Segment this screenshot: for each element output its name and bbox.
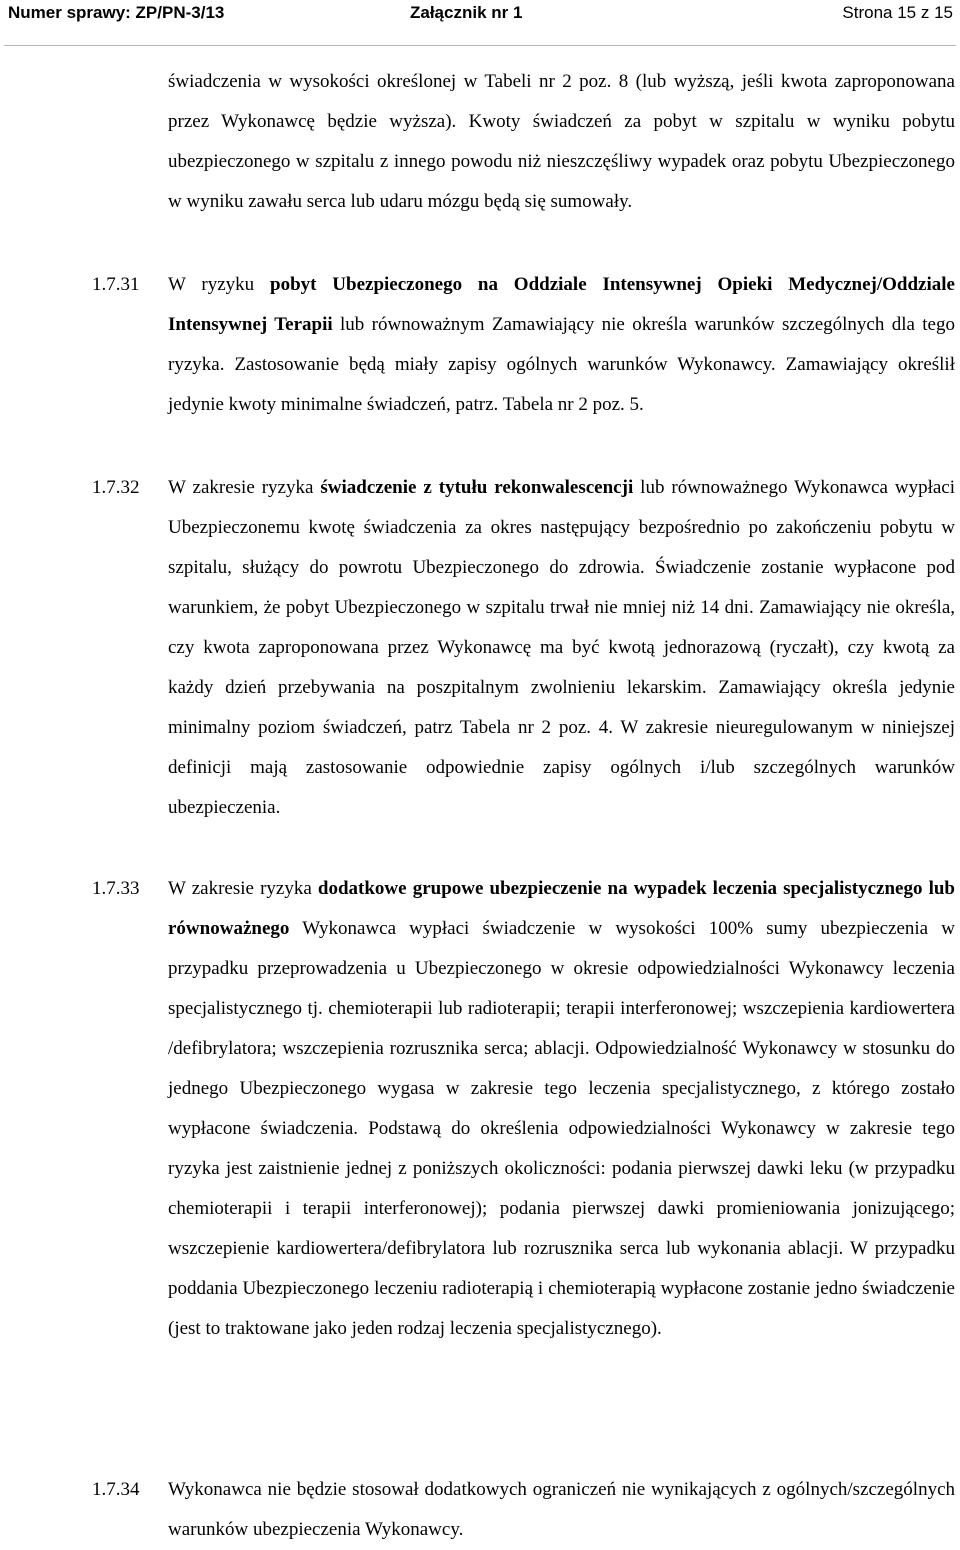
section-text: W ryzyku xyxy=(168,274,270,295)
attachment-label: Załącznik nr 1 xyxy=(410,3,523,22)
section-term: pobyt Ubezpieczonego na Oddziale Intensywnej Opieki Medycznej/Oddziale Intensywnej Terapii xyxy=(168,274,955,335)
section-number: 1.7.34 xyxy=(92,1479,140,1500)
case-number: Numer sprawy: ZP/PN-3/13 xyxy=(8,3,225,22)
section-text: Wykonawca wypłaci świadczenie w wysokości 100% sumy ubezpieczenia w przypadku przeprowadzenia u Ubezpieczonego w okresie odpowiedzialności Wykonawcy leczenia specjalistycznego tj. chemioterapii lub radioterapii; terapii interferonowej; wszczepienia kardiowertera /defibrylatora; wszczepienia rozrusznika serca; ablacji. Odpowiedzialność Wykonawcy w stosunku do jednego Ubezpieczonego wygasa w zakresie tego leczenia specjalistycznego, z którego zostało wypłacone świadczenia. Podstawą do określenia odpowiedzialności Wykonawcy w zakresie tego ryzyka jest zaistnienie jednej z poniższych okoliczności: podania pierwszej dawki leku (w przypadku chemioterapii i terapii interferonowej); podania pierwszej dawki promieniowania jonizującego; wszczepienie kardiowertera/defibrylatora lub rozrusznika serca lub wykonania ablacji. W przypadku poddania Ubezpieczonego leczeniu radioterapią i chemioterapią wypłacone zostanie jedno świadczenie (jest to traktowane jako jeden rodzaj leczenia specjalistycznego). xyxy=(168,918,955,1339)
section-text: W zakresie ryzyka xyxy=(168,878,318,899)
section-number: 1.7.31 xyxy=(92,274,140,295)
section-term: świadczenie z tytułu rekonwalescencji xyxy=(320,477,634,498)
section-paragraph xyxy=(168,265,955,425)
page-number: Strona 15 z 15 xyxy=(842,3,953,22)
section-paragraph xyxy=(168,869,955,1349)
section-text: lub równoważnego Wykonawca wypłaci Ubezpieczonemu kwotę świadczenia za okres następujący bezpośrednio po zakończeniu pobytu w szpitalu, służący do powrotu Ubezpieczonego do zdrowia. Świadczenie zostanie wypłacone pod warunkiem, że pobyt Ubezpieczonego w szpitalu trwał nie mniej niż 14 dni. Zamawiający nie określa, czy kwota zaproponowana przez Wykonawcę ma być kwotą jednorazową (ryczałt), czy kwotą za każdy dzień przebywania na poszpitalnym zwolnieniu lekarskim. Zamawiający określa jedynie minimalny poziom świadczeń, patrz Tabela nr 2 poz. 4. W zakresie nieuregulowanym w niniejszej definicji mają zastosowanie odpowiednie zapisy ogólnych i/lub szczególnych warunków ubezpieczenia. xyxy=(168,477,956,818)
header-divider xyxy=(4,45,956,46)
page-header xyxy=(0,0,960,30)
section-number: 1.7.32 xyxy=(92,477,140,498)
section-text: lub równoważnym Zamawiający nie określa warunków szczególnych dla tego ryzyka. Zastosowanie będą miały zapisy ogólnych warunków Wykonawcy. Zamawiający określił jedynie kwoty minimalne świadczeń, patrz. Tabela nr 2 poz. 5. xyxy=(168,314,955,415)
section-text: Wykonawca nie będzie stosował dodatkowych ograniczeń nie wynikających z ogólnych/szczególnych warunków ubezpieczenia Wykonawcy. xyxy=(168,1479,955,1540)
section-text: W zakresie ryzyka xyxy=(168,477,321,498)
section-paragraph xyxy=(168,1470,955,1550)
section-paragraph xyxy=(168,468,955,828)
intro-paragraph: świadczenia w wysokości określonej w Tabeli nr 2 poz. 8 (lub wyższą, jeśli kwota zaproponowana przez Wykonawcę będzie wyższa). Kwoty świadczeń za pobyt w szpitalu w wyniku pobytu ubezpieczonego w szpitalu z innego powodu niż nieszczęśliwy wypadek oraz pobytu Ubezpieczonego w wyniku zawału serca lub udaru mózgu będą się sumowały. xyxy=(168,71,955,212)
section-number: 1.7.33 xyxy=(92,878,140,899)
section-term: dodatkowe grupowe ubezpieczenie na wypadek leczenia specjalistycznego lub równoważnego xyxy=(168,878,955,939)
